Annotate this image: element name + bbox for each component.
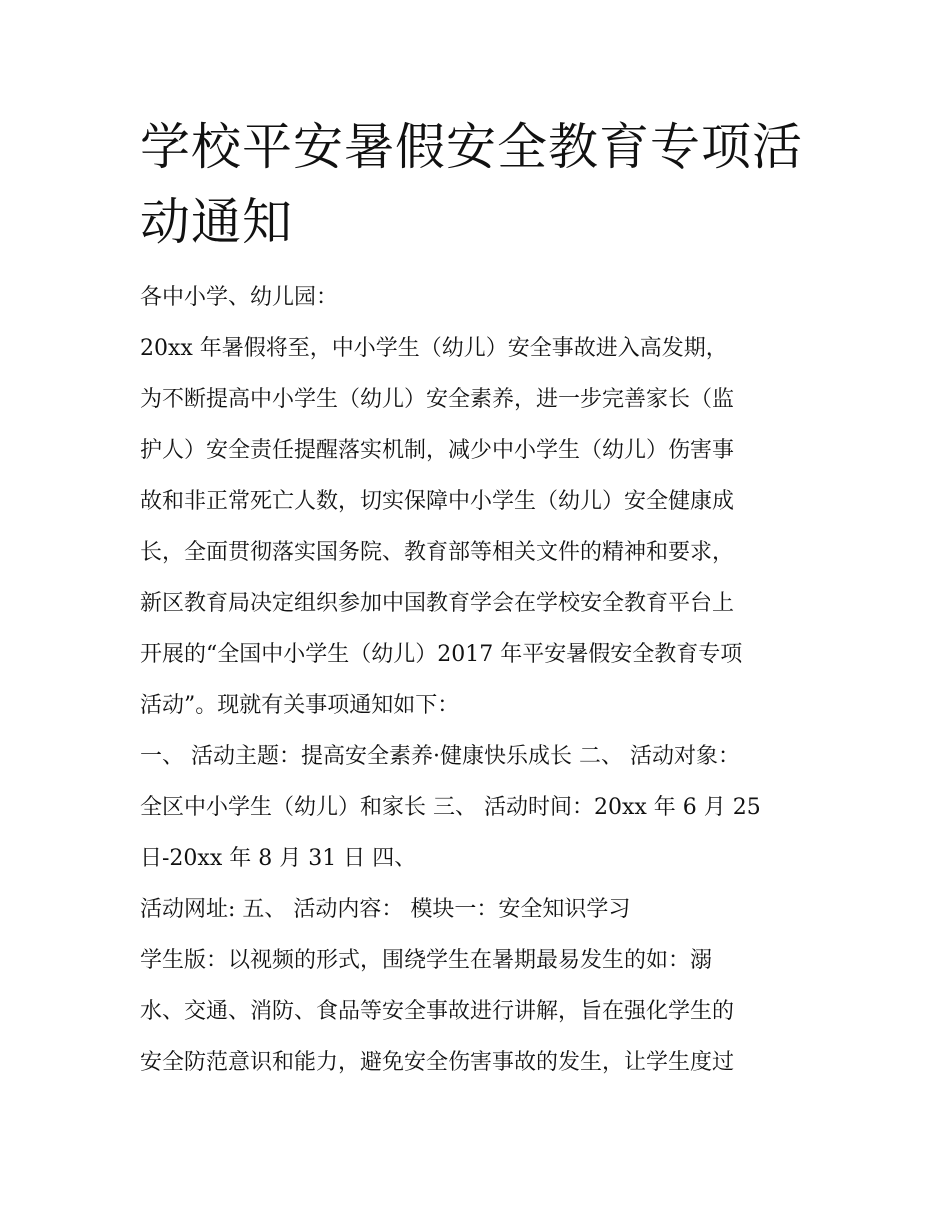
- section-line: 日-20xx 年 8 月 31 日 四、: [140, 846, 417, 871]
- paragraph-line: 20xx 年暑假将至，中小学生（幼儿）安全事故进入高发期，: [140, 336, 728, 361]
- paragraph-line: 护人）安全责任提醒落实机制，减少中小学生（幼儿）伤害事: [140, 438, 735, 463]
- paragraph-line: 为不断提高中小学生（幼儿）安全素养，进一步完善家长（监: [140, 387, 735, 412]
- paragraph-line: 故和非正常死亡人数，切实保障中小学生（幼儿）安全健康成: [140, 489, 735, 514]
- section-line: 活动网址: 五、 活动内容： 模块一：安全知识学习: [140, 897, 631, 922]
- paragraph-line: 安全防范意识和能力，避免安全伤害事故的发生，让学生度过: [140, 1050, 735, 1075]
- section-line: 一、 活动主题：提高安全素养·健康快乐成长 二、 活动对象：: [140, 744, 740, 769]
- paragraph-line: 活动”。现就有关事项通知如下：: [140, 693, 460, 718]
- paragraph-line: 水、交通、消防、食品等安全事故进行讲解，旨在强化学生的: [140, 999, 735, 1024]
- title-line: 学校平安暑假安全教育专项活: [140, 118, 803, 176]
- paragraph-line: 长，全面贯彻落实国务院、教育部等相关文件的精神和要求，: [140, 540, 735, 565]
- document-body: [140, 272, 830, 1088]
- paragraph-line: 开展的“全国中小学生（幼儿）2017 年平安暑假安全教育专项: [140, 642, 743, 667]
- section-line: 全区中小学生（幼儿）和家长 三、 活动时间：20xx 年 6 月 25: [140, 795, 761, 820]
- paragraph-line: 新区教育局决定组织参加中国教育学会在学校安全教育平台上: [140, 591, 735, 616]
- document-title: [140, 110, 820, 260]
- paragraph-line: 学生版：以视频的形式，围绕学生在暑期最易发生的如：溺: [140, 948, 713, 973]
- title-line: 动通知: [140, 193, 293, 251]
- salutation-line: 各中小学、幼儿园：: [140, 285, 339, 310]
